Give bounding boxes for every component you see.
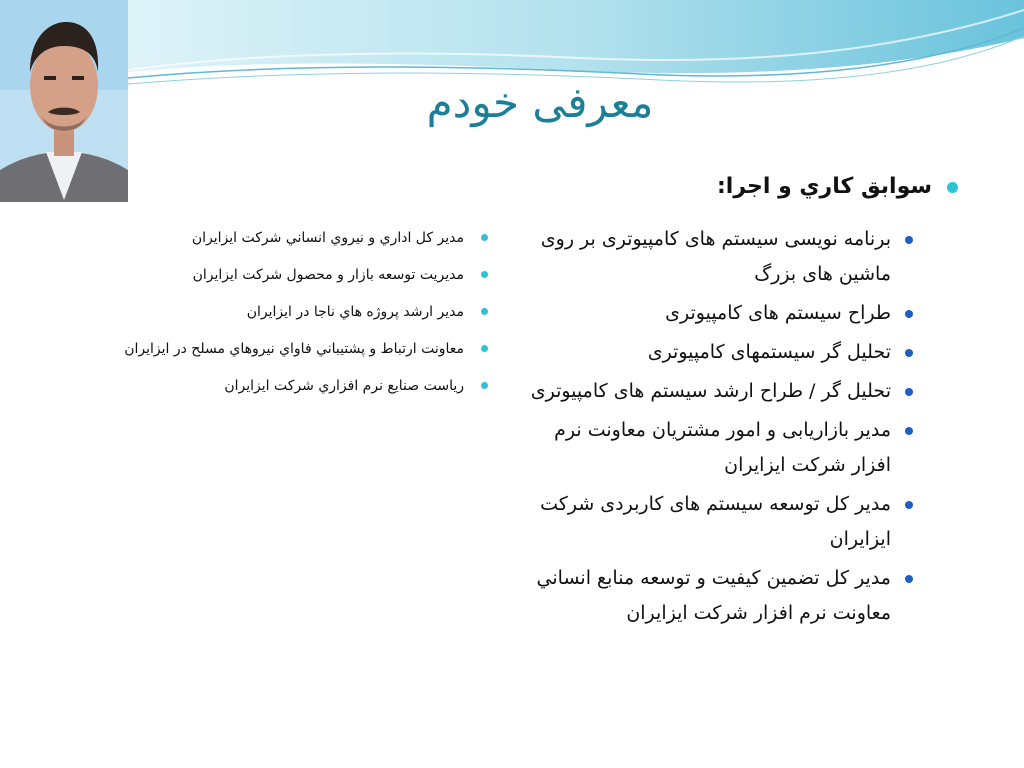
list-item-text: تحلیل گر سیستمهای کامپیوتری [647, 341, 891, 363]
list-item [516, 487, 891, 557]
list-item [99, 222, 464, 254]
career-list-main [516, 222, 891, 635]
list-item [99, 370, 464, 402]
section-heading [512, 174, 932, 199]
list-item [99, 296, 464, 328]
profile-photo [0, 0, 128, 202]
list-item-text: مدیر بازاریابی و امور مشتریان معاونت نرم افزار شرکت ایزایران [554, 419, 891, 476]
list-item-text: مديريت توسعه بازار و محصول شركت ايزايران [192, 267, 464, 283]
bullet-icon [905, 427, 913, 435]
slide-title: معرفی خودم [426, 78, 654, 127]
list-item-text: رياست صنايع نرم افزاري شركت ايزايران [224, 378, 464, 394]
list-item-text: مدیر کل تضمین کیفیت و توسعه منابع انساني معاونت نرم افزار شرکت ایزایران [536, 567, 891, 624]
list-item [99, 333, 464, 365]
list-item-text: مدير ارشد پروژه هاي ناجا در ايزايران [246, 304, 464, 320]
list-item-text: طراح سیستم های کامپیوتری [665, 302, 891, 324]
bullet-icon [905, 310, 913, 318]
bullet-icon [481, 345, 488, 352]
list-item [516, 222, 891, 292]
list-item [516, 335, 891, 370]
bullet-icon [905, 575, 913, 583]
bullet-icon [481, 308, 488, 315]
bullet-icon [905, 501, 913, 509]
bullet-icon [905, 388, 913, 396]
bullet-icon [905, 349, 913, 357]
bullet-icon [481, 271, 488, 278]
list-item [516, 561, 891, 631]
list-item-text: مدیر کل توسعه سیستم های کاربردی شرکت ایزایران [540, 493, 891, 550]
bullet-icon [481, 382, 488, 389]
list-item [516, 413, 891, 483]
list-item [516, 374, 891, 409]
bullet-icon [481, 234, 488, 241]
list-item-text: تحلیل گر / طراح ارشد سیستم های کامپیوتری [530, 380, 891, 402]
bullet-icon [905, 236, 913, 244]
career-list-secondary [99, 222, 464, 407]
section-heading-text: سوابق كاري و اجرا: [716, 174, 932, 199]
list-item-text: برنامه نویسی سیستم های کامپیوتری بر روی ماشین های بزرگ [540, 228, 891, 285]
heading-bullet-icon [947, 182, 958, 193]
list-item-text: معاونت ارتباط و پشتيباني فاواي نيروهاي مسلح در ايزايران [124, 341, 464, 357]
list-item [516, 296, 891, 331]
list-item [99, 259, 464, 291]
list-item-text: مدير كل اداري و نيروي انساني شركت ايزايران [191, 230, 464, 246]
